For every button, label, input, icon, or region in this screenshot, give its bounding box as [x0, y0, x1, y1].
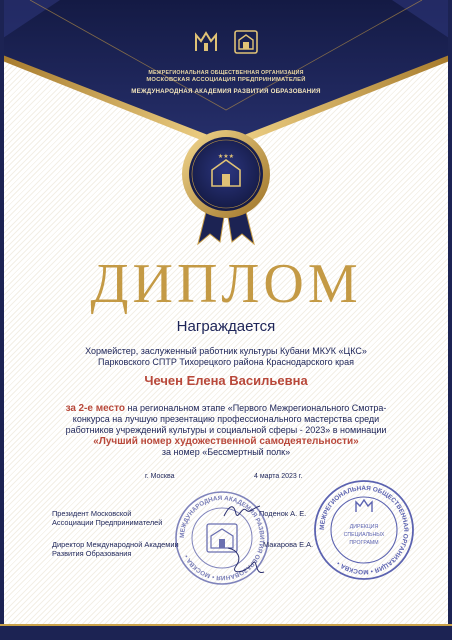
signatory-2-title	[52, 540, 179, 558]
position-line-2: Парковского СПТР Тихорецкого района Краснодарского края	[98, 357, 354, 367]
city: г. Москва	[145, 473, 175, 480]
medal-emblem-icon	[176, 126, 276, 246]
org-line-1: МЕЖРЕГИОНАЛЬНАЯ ОБЩЕСТВЕННАЯ ОРГАНИЗАЦИЯ	[148, 70, 304, 76]
award-description	[40, 403, 412, 458]
award-line-1	[40, 403, 412, 414]
place-text: 2-е место	[78, 403, 125, 414]
mapp-logo-icon	[192, 28, 220, 56]
award-line-2: конкурса на лучшую презентацию профессионального мастерства среди	[72, 414, 380, 424]
svg-text:★★★: ★★★	[217, 154, 235, 160]
signature-2-icon	[224, 540, 266, 580]
nomination-title: «Лучший номер художественной самодеятельности»	[93, 436, 359, 447]
signatory-2-name: Макарова Е.А.	[263, 540, 314, 549]
signatory-2-title-line-1: Директор Международной Академии	[52, 540, 179, 549]
recipient-position	[0, 346, 452, 368]
org-line-3: МЕЖДУНАРОДНАЯ АКАДЕМИЯ РАЗВИТИЯ ОБРАЗОВАНИЯ	[131, 88, 321, 95]
org-line-2: МОСКОВСКАЯ АССОЦИАЦИЯ ПРЕДПРИНИМАТЕЛЕЙ	[146, 77, 306, 83]
for-number: за номер «Бессмертный полк»	[161, 447, 291, 457]
mapp-stamp-icon	[312, 478, 416, 582]
stamp-right-center-3: ПРОГРАММ	[349, 540, 379, 546]
stamp-right-center-1: ДИРЕКЦИЯ	[349, 524, 379, 530]
signatory-1-title-line-2: Ассоциации Предпринимателей	[52, 518, 163, 527]
stamp-left-ring: МЕЖДУНАРОДНАЯ АКАДЕМИЯ РАЗВИТИЯ ОБРАЗОВАНИЯ • МОСКВА •	[178, 494, 266, 582]
signature-1-icon	[222, 500, 262, 522]
position-line-1: Хормейстер, заслуженный работник культуры Кубани МКУК «ЦКС»	[85, 346, 367, 356]
award-line-3: работников учреждений культуры и социальной сферы - 2023» в номинации	[65, 425, 387, 435]
date: 4 марта 2023 г.	[254, 473, 303, 480]
prefix-text: за	[65, 403, 76, 414]
academy-logo-icon	[232, 28, 260, 56]
award-line-1-rest: на региональном этапе «Первого Межрегионального Смотра-	[127, 403, 387, 413]
signatory-1-title	[52, 509, 162, 527]
svg-text:МЕЖРЕГИОНАЛЬНАЯ ОБЩЕСТВЕННАЯ О	[319, 485, 409, 575]
stamp-right-ring: МЕЖРЕГИОНАЛЬНАЯ ОБЩЕСТВЕННАЯ ОРГАНИЗАЦИЯ • МОСКВА •	[318, 484, 410, 576]
footer-band	[0, 624, 452, 640]
awarded-label: Награждается	[176, 318, 276, 335]
stamp-right-center-2: СПЕЦИАЛЬНЫХ	[343, 532, 385, 538]
signatory-1-name: Поденок А. Е.	[259, 509, 307, 518]
signatory-2-title-line-2: Развития Образования	[52, 549, 132, 558]
header-logos	[0, 28, 452, 56]
recipient-name: Чечен Елена Васильевна	[144, 373, 308, 388]
diploma-title: ДИПЛОМ	[90, 253, 362, 315]
signatory-1-title-line-1: Президент Московской	[52, 509, 132, 518]
